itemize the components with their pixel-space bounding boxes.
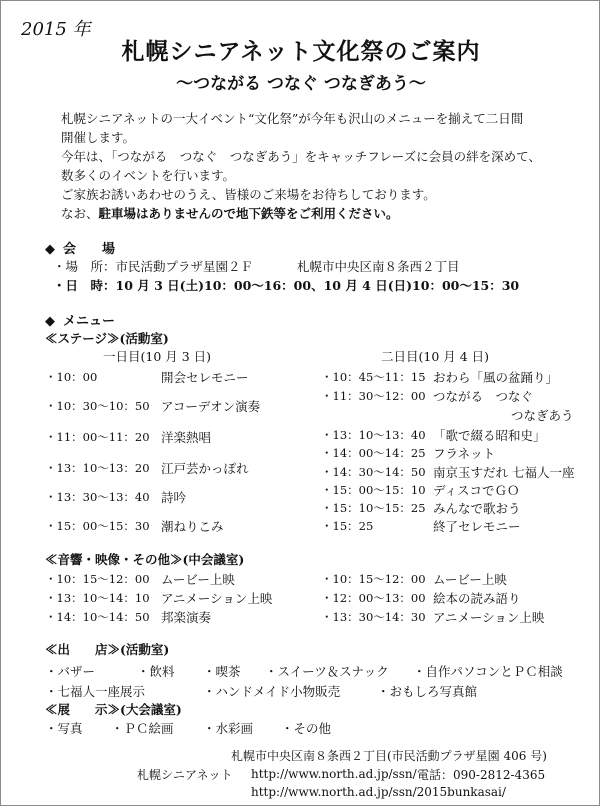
schedule-event: つなぎあう — [511, 408, 574, 423]
page-title: 札幌シニアネット文化祭のご案内 — [121, 39, 481, 65]
stage-section-title: ≪ステージ≫(活動室) — [45, 331, 169, 346]
shop-item: ・自作パソコンとＰＣ相談 — [413, 664, 563, 679]
schedule-event: 南京玉すだれ 七福人一座 — [433, 465, 575, 480]
schedule-event: つながる つなぐ — [433, 389, 534, 404]
schedule-time: ・10：15～12：00 — [321, 572, 426, 586]
schedule-time: ・10：45～11：15 — [321, 370, 426, 384]
exhibit-item: ・写真 — [45, 721, 83, 736]
intro-line: 数多くのイベントを行います。 — [61, 168, 236, 183]
page-subtitle: ～つながる つなぐ つなぎあう～ — [176, 74, 426, 94]
schedule-event: 江戸芸かっぽれ — [161, 461, 249, 476]
schedule-event: アニメーション上映 — [433, 610, 545, 625]
diamond-icon: ◆ — [45, 314, 55, 329]
venue-date — [53, 276, 519, 294]
schedule-time: ・13：10～13：20 — [45, 461, 150, 475]
shop-item: ・スイーツ＆スナック — [265, 664, 389, 679]
schedule-time: ・15：00～15：10 — [321, 483, 426, 497]
intro-line: 札幌シニアネットの一大イベント“文化祭”が今年も沢山のメニューを揃えて二日間 — [61, 111, 524, 126]
shop-item: ・七福人一座展示 — [45, 684, 146, 699]
schedule-event: 「歌で綴る昭和史」 — [433, 428, 546, 443]
shop-item: ・おもしろ写真館 — [377, 684, 478, 699]
schedule-event: 洋楽熱唱 — [161, 430, 212, 445]
intro-line: ご家族お誘いあわせのうえ、皆様のご来場をお待ちしております。 — [61, 187, 436, 202]
venue-heading-label: 会 場 — [63, 242, 116, 257]
footer-address: 札幌市中央区南８条西２丁目(市民活動プラザ星園 406 号) — [231, 749, 547, 763]
schedule-event: アニメーション上映 — [161, 591, 273, 606]
diamond-icon: ◆ — [45, 242, 55, 257]
footer-org: 札幌シニアネット — [137, 768, 233, 782]
schedule-time: ・14：10～14：50 — [45, 610, 150, 624]
schedule-event: アコーデオン演奏 — [161, 399, 261, 414]
footer-url[interactable]: http://www.north.ad.jp/ssn/ — [251, 767, 417, 781]
day1-title: 一日目(10 月 3 日) — [103, 349, 212, 364]
schedule-time: ・10：15～12：00 — [45, 572, 150, 586]
schedule-time: ・10：00 — [45, 370, 98, 384]
intro-note-prefix: なお、 — [61, 206, 99, 221]
exhibit-item: ・水彩画 — [203, 721, 254, 736]
day2-title: 二日目(10 月 4 日) — [381, 349, 490, 364]
intro-line — [61, 204, 399, 222]
schedule-time: ・11：30～12：00 — [321, 389, 426, 403]
menu-heading — [45, 310, 115, 329]
schedule-time: ・13：30～13：40 — [45, 490, 150, 504]
schedule-time: ・15：10～15：25 — [321, 501, 426, 515]
footer-phone: 電話：090-2812-4365 — [417, 768, 546, 782]
schedule-event: 詩吟 — [161, 490, 187, 505]
schedule-time: ・15：00～15：30 — [45, 519, 150, 533]
shop-item: ・喫茶 — [203, 664, 241, 679]
place-value: 市民活動プラザ星園２Ｆ — [115, 259, 254, 274]
schedule-event: ムービー上映 — [161, 572, 235, 587]
exhibit-item: ・ＰＣ絵画 — [111, 721, 174, 736]
intro-line: 開催します。 — [61, 130, 136, 145]
place-label: ・場 所： — [53, 259, 116, 274]
schedule-event: 邦楽演奏 — [161, 610, 212, 625]
av-section-title: ≪音響・映像・その他≫(中会議室) — [45, 552, 245, 567]
schedule-event: フラネット — [433, 446, 496, 461]
schedule-event: 終了セレモニー — [433, 519, 521, 534]
date-label: ・日 時： — [53, 278, 116, 293]
year-label: 2015 年 — [21, 19, 91, 40]
parking-notice: 駐車場はありませんので地下鉄等をご利用ください。 — [98, 206, 399, 221]
schedule-event: ムービー上映 — [433, 572, 507, 587]
schedule-time: ・10：30～10：50 — [45, 399, 150, 413]
schedule-event: 開会セレモニー — [161, 370, 249, 385]
schedule-event: 絵本の読み語り — [433, 591, 521, 606]
venue-place — [53, 257, 253, 275]
menu-heading-label: メニュー — [63, 314, 116, 329]
schedule-event: おわら「風の盆踊り」 — [433, 370, 559, 385]
intro-line: 今年は、「つながる つなぐ つなぎあう」をキャッチフレーズに会員の絆を深めて、 — [61, 149, 541, 164]
exhibit-item: ・その他 — [281, 721, 332, 736]
shop-item: ・ハンドメイド小物販売 — [203, 684, 341, 699]
schedule-time: ・15：25 — [321, 519, 374, 533]
schedule-time: ・13：10～14：10 — [45, 591, 150, 605]
schedule-time: ・13：30～14：30 — [321, 610, 426, 624]
schedule-time: ・13：10～13：40 — [321, 428, 426, 442]
schedule-time: ・12：00～13：00 — [321, 591, 426, 605]
shop-item: ・バザー — [45, 664, 96, 679]
shop-section-title: ≪出 店≫(活動室) — [45, 642, 170, 657]
schedule-event: みんなで歌おう — [433, 501, 521, 516]
schedule-event: ディスコでＧＯ — [433, 483, 520, 498]
schedule-time: ・11：00～11：20 — [45, 430, 150, 444]
schedule-time: ・14：30～14：50 — [321, 465, 426, 479]
venue-heading — [45, 238, 115, 257]
shop-item: ・飲料 — [137, 664, 175, 679]
schedule-event: 潮ねりこみ — [161, 519, 224, 534]
date-value: 10 月 3 日(土)10：00～16：00、10 月 4 日(日)10：00～15：30 — [115, 278, 520, 293]
venue-address: 札幌市中央区南８条西２丁目 — [297, 259, 460, 274]
schedule-time: ・14：00～14：25 — [321, 446, 426, 460]
footer-event-url[interactable]: http://www.north.ad.jp/ssn/2015bunkasai/ — [251, 785, 506, 799]
exhibit-section-title: ≪展 示≫(大会議室) — [45, 702, 182, 717]
